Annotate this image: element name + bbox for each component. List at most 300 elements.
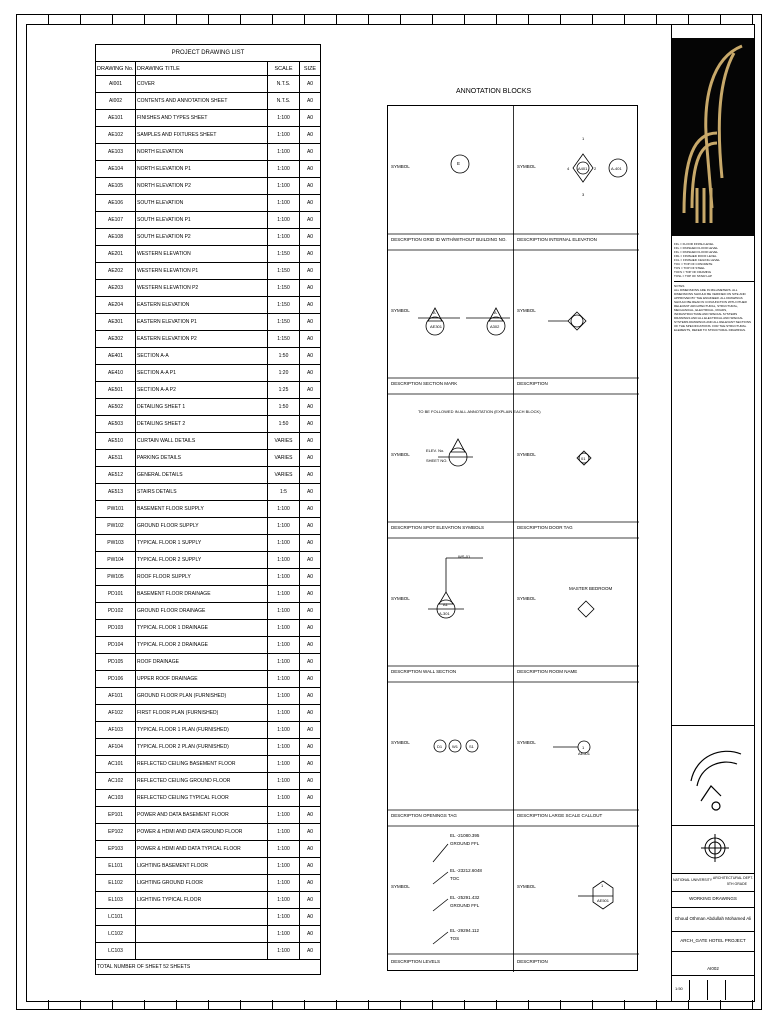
ruler-tick: [400, 1000, 401, 1010]
drawing-title: ROOF DRAINAGE: [136, 654, 268, 671]
drawing-list-row: [96, 127, 321, 144]
drawing-list-row: [96, 280, 321, 297]
drawing-size: A0: [300, 76, 321, 93]
drawing-title: SOUTH ELEVATION P2: [136, 229, 268, 246]
drawing-size: A0: [300, 229, 321, 246]
description-label: DESCRIPTION: [391, 669, 422, 674]
ruler-tick: [464, 1000, 465, 1010]
drawing-title: SAMPLES AND FIXTURES SHEET: [136, 127, 268, 144]
scale-box: [671, 975, 755, 1002]
description-label: DESCRIPTION: [517, 525, 548, 530]
ruler-tick: [144, 14, 145, 24]
drawing-title: EASTERN ELEVATION P1: [136, 314, 268, 331]
ruler-tick: [688, 14, 689, 24]
block-description: INTERNAL ELEVATION: [549, 237, 597, 242]
drawing-scale: 1:100: [268, 586, 300, 603]
student-name: Ghoud Othman Abdullah Mohamed Ali: [674, 916, 752, 921]
legend-item: FFL = FLOOR FINISH LEVEL: [674, 242, 714, 246]
student-box: [671, 907, 755, 931]
symbol-label: SYMBOL: [517, 452, 536, 457]
drawing-size: A0: [300, 280, 321, 297]
drawing-list-row: [96, 841, 321, 858]
drawing-no: AE101: [96, 110, 136, 127]
drawing-list-row: [96, 365, 321, 382]
door-tag: 01: [581, 456, 586, 461]
ruler-tick: [624, 14, 625, 24]
legend-item: FFL = FINISHED FLOOR LEVEL: [674, 246, 718, 250]
drawing-size: A0: [300, 603, 321, 620]
drawing-scale: 1:100: [268, 620, 300, 637]
drawing-scale: 1:150: [268, 246, 300, 263]
drawing-scale: 1:150: [268, 263, 300, 280]
legend-item: FFL = FINISHED FLOOR LEVEL: [674, 250, 718, 254]
drawing-title: LIGHTING TYPICAL FLOOR: [136, 892, 268, 909]
int-elev-n2: 2: [594, 166, 597, 171]
ruler-tick: [496, 1000, 497, 1010]
drawing-no: EL102: [96, 875, 136, 892]
drawing-title: UPPER ROOF DRAINAGE: [136, 671, 268, 688]
drawing-scale: 1:100: [268, 756, 300, 773]
block-description: SECTION MARK: [423, 381, 458, 386]
ruler-tick: [752, 14, 753, 24]
block-description: LARGE SCALE CALLOUT: [549, 813, 603, 818]
drawing-title: WESTERN ELEVATION P2: [136, 280, 268, 297]
drawing-list-row: [96, 314, 321, 331]
north-compass-icon: [671, 826, 755, 874]
drawing-scale: 1:100: [268, 212, 300, 229]
ruler-tick: [112, 14, 113, 24]
description-label: DESCRIPTION: [391, 525, 422, 530]
wall-tag: A1: [443, 602, 448, 607]
ruler-tick: [720, 14, 721, 24]
section-ref: AE301: [430, 324, 443, 329]
north-arrow-box: [671, 825, 755, 873]
drawing-scale: 1:100: [268, 637, 300, 654]
drawing-list-row: [96, 229, 321, 246]
callout-ref-2: AE501: [597, 898, 610, 903]
drawing-title: DETAILING SHEET 1: [136, 399, 268, 416]
drawing-size: A0: [300, 637, 321, 654]
ruler-tick: [304, 1000, 305, 1010]
drawing-scale: 1:100: [268, 807, 300, 824]
drawing-list-row: [96, 892, 321, 909]
drawing-size: A0: [300, 552, 321, 569]
drawing-scale: 1:100: [268, 773, 300, 790]
drawing-scale: N.T.S.: [268, 76, 300, 93]
drawing-no: PD103: [96, 620, 136, 637]
drawing-title: LIGHTING GROUND FLOOR: [136, 875, 268, 892]
drawing-title: EASTERN ELEVATION P2: [136, 331, 268, 348]
drawing-title: CONTENTS AND ANNOTATION SHEET: [136, 93, 268, 110]
drawing-title: GROUND FLOOR PLAN (FURNISHED): [136, 688, 268, 705]
spot-note: TO BE FOLLOWED IN ALL ANNOTATION (EXPLAIN EACH BLOCK): [418, 409, 541, 414]
drawing-no: AE510: [96, 433, 136, 450]
drawing-no: AF102: [96, 705, 136, 722]
drawing-list-row: [96, 790, 321, 807]
drawing-title: GROUND FLOOR SUPPLY: [136, 518, 268, 535]
drawing-list-title: PROJECT DRAWING LIST: [96, 45, 321, 62]
drawing-size: A0: [300, 127, 321, 144]
symbol-label: SYMBOL: [391, 596, 410, 601]
drawing-no: LC101: [96, 909, 136, 926]
section-ref-2: A302: [490, 324, 500, 329]
drawing-no: AF104: [96, 739, 136, 756]
wall-line-label: WS-01: [458, 554, 471, 559]
drawing-size: A0: [300, 195, 321, 212]
ruler-tick: [144, 1000, 145, 1010]
drawing-list-row: [96, 858, 321, 875]
symbol-label: SYMBOL: [517, 164, 536, 169]
ruler-tick: [432, 1000, 433, 1010]
ruler-tick: [112, 1000, 113, 1010]
drawing-scale: 1:100: [268, 875, 300, 892]
drawing-list-row: [96, 909, 321, 926]
ruler-tick: [240, 1000, 241, 1010]
drawing-no: AE503: [96, 416, 136, 433]
description-label: DESCRIPTION: [517, 669, 548, 674]
sheet-number: AI002: [707, 966, 719, 971]
drawing-type: WORKING DRAWINGS: [689, 896, 737, 901]
drawing-scale: 1:100: [268, 671, 300, 688]
drawing-list-row: [96, 722, 321, 739]
drawing-list-row: [96, 603, 321, 620]
callout-tag-2: 1: [601, 883, 604, 888]
drawing-title: ROOF FLOOR SUPPLY: [136, 569, 268, 586]
drawing-title: SOUTH ELEVATION: [136, 195, 268, 212]
drawing-no: PD105: [96, 654, 136, 671]
legend-item: TOC = TOP OF CONCRETE: [674, 262, 713, 266]
drawing-size: A0: [300, 450, 321, 467]
drawing-scale: 1:100: [268, 518, 300, 535]
drawing-title: TYPICAL FLOOR 2 DRAINAGE: [136, 637, 268, 654]
grade: 5TH GRADE: [726, 882, 747, 886]
col-size: SIZE: [300, 62, 321, 76]
ruler-tick: [656, 1000, 657, 1010]
drawing-list-row: [96, 518, 321, 535]
drawing-title: NORTH ELEVATION: [136, 144, 268, 161]
drawing-list-row: [96, 875, 321, 892]
drawing-no: PD102: [96, 603, 136, 620]
drawing-list-row: [96, 637, 321, 654]
drawing-list-row: [96, 484, 321, 501]
drawing-size: A0: [300, 586, 321, 603]
project-box: [671, 931, 755, 951]
drawing-no: AE105: [96, 178, 136, 195]
callout-ref: AE501: [578, 751, 591, 756]
drawing-no: AE104: [96, 161, 136, 178]
drawing-no: AC103: [96, 790, 136, 807]
block-description: GRID ID WITH/WITHOUT BUILDING NO.: [423, 237, 507, 242]
drawing-scale: 1:100: [268, 892, 300, 909]
drawing-list-row: [96, 926, 321, 943]
drawing-scale: 1:100: [268, 705, 300, 722]
drawing-size: A0: [300, 688, 321, 705]
block-description: ROOM NAME: [549, 669, 578, 674]
spot-level-label: ELEV. No.: [426, 448, 445, 453]
drawing-list-row: [96, 246, 321, 263]
drawing-size: A0: [300, 110, 321, 127]
drawing-size: A0: [300, 331, 321, 348]
drawing-list-row: [96, 620, 321, 637]
drawing-no: AE204: [96, 297, 136, 314]
drawing-no: AE201: [96, 246, 136, 263]
drawing-title: SOUTH ELEVATION P1: [136, 212, 268, 229]
symbol-label: SYMBOL: [391, 740, 410, 745]
drawing-size: A0: [300, 93, 321, 110]
drawing-scale: 1:50: [268, 399, 300, 416]
drawing-size: A0: [300, 484, 321, 501]
total-sheets: TOTAL NUMBER OF SHEET 52 SHEETS: [96, 960, 321, 975]
drawing-scale: 1:20: [268, 365, 300, 382]
drawing-size: A0: [300, 671, 321, 688]
description-label: DESCRIPTION: [391, 237, 422, 242]
drawing-list-row: [96, 824, 321, 841]
room-name: MASTER BEDROOM: [569, 586, 613, 591]
drawing-title: EASTERN ELEVATION: [136, 297, 268, 314]
drawing-list-row: [96, 773, 321, 790]
drawing-title: NORTH ELEVATION P1: [136, 161, 268, 178]
level-value: EL -25291.432: [450, 895, 480, 900]
drawing-title: REFLECTED CEILING TYPICAL FLOOR: [136, 790, 268, 807]
symbol-label: SYMBOL: [517, 884, 536, 889]
drawing-scale: 1:100: [268, 161, 300, 178]
symbol-label: SYMBOL: [517, 596, 536, 601]
drawing-scale: 1:5: [268, 484, 300, 501]
drawing-no: AE401: [96, 348, 136, 365]
drawing-list-row: [96, 756, 321, 773]
drawing-no: AE108: [96, 229, 136, 246]
drawing-no: AE511: [96, 450, 136, 467]
drawing-no: PW105: [96, 569, 136, 586]
drawing-scale: 1:100: [268, 790, 300, 807]
scale-value: 1:50: [675, 986, 683, 991]
drawing-size: A0: [300, 756, 321, 773]
drawing-title: POWER & HDMI AND DATA TYPICAL FLOOR: [136, 841, 268, 858]
university-box: [671, 873, 755, 891]
symbol-label: SYMBOL: [391, 164, 410, 169]
opening-tag-s1: S1: [469, 744, 474, 749]
int-elev-n4: 4: [567, 166, 570, 171]
drawing-list-row: [96, 671, 321, 688]
drawing-title: TYPICAL FLOOR 2 PLAN (FURNISHED): [136, 739, 268, 756]
drawing-scale: 1:100: [268, 858, 300, 875]
drawing-list-row: [96, 654, 321, 671]
drawing-size: A0: [300, 382, 321, 399]
ruler-tick: [592, 1000, 593, 1010]
bottom-ruler: [16, 1000, 762, 1010]
drawing-list-row: [96, 535, 321, 552]
col-drawing-no: DRAWING No.: [96, 62, 136, 76]
site-plan-box: [671, 725, 755, 825]
opening-tag-w1: W1: [452, 744, 458, 749]
ruler-tick: [272, 14, 273, 24]
wall-ref: A-301: [439, 611, 450, 616]
ruler-tick: [496, 14, 497, 24]
drawing-list-row: [96, 297, 321, 314]
ruler-tick: [368, 1000, 369, 1010]
drawing-list-row: [96, 110, 321, 127]
drawing-size: A0: [300, 314, 321, 331]
drawing-scale: 1:100: [268, 603, 300, 620]
notes-text: ALL DIMENSIONS ARE IN MILLIMETERS. ALL DIMENSIONS SHOULD BE VERIFIED ON SITE AND APPROVED BY THE ENGINEER. ALL DRAWINGS SHOULD BE READ IN CONJUNCTION WITH OTHER RELEVANT ARCHITECTURAL, STRUCTURAL, MECHANICAL, ELECTRICAL, ROADS, INFRASTRUCTURE AND SPECIAL SYSTEMS DRAWINGS AND ALL ELECTRICAL AND SPECIAL SYSTEMS DRAWINGS AND ALL RELEVANT SECTIONS OF THE SPECIFICATIONS. FOR THE STRUCTURAL ELEMENTS, REFER TO STRUCTURAL DRAWINGS.: [674, 288, 752, 332]
drawing-scale: 1:100: [268, 688, 300, 705]
section-tag: A: [433, 310, 436, 315]
drawing-no: EP103: [96, 841, 136, 858]
drawing-size: A0: [300, 875, 321, 892]
drawing-scale: VARIES: [268, 433, 300, 450]
level-label: GROUND FFL: [450, 903, 480, 908]
drawing-title: NORTH ELEVATION P2: [136, 178, 268, 195]
drawing-title: TYPICAL FLOOR 1 PLAN (FURNISHED): [136, 722, 268, 739]
symbol-label: SYMBOL: [517, 740, 536, 745]
legend-item: TOSL = TOP OF STAIR LAP: [674, 274, 713, 278]
drawing-title: GENERAL DETAILS: [136, 467, 268, 484]
department: ARCHITECTURAL DEPT.: [712, 876, 753, 880]
block-description: OPENINGS TAG: [423, 813, 457, 818]
drawing-no: AE512: [96, 467, 136, 484]
drawing-list-row: [96, 144, 321, 161]
col-drawing-title: DRAWING TITLE: [136, 62, 268, 76]
drawing-scale: 1:100: [268, 229, 300, 246]
drawing-size: A0: [300, 773, 321, 790]
drawing-list-row: [96, 943, 321, 960]
drawing-size: A0: [300, 535, 321, 552]
int-elev-ref: A-401: [611, 166, 622, 171]
ruler-tick: [400, 14, 401, 24]
drawing-list-row: [96, 76, 321, 93]
drawing-no: EP101: [96, 807, 136, 824]
drawing-scale: 1:100: [268, 127, 300, 144]
description-label: DESCRIPTION: [391, 959, 422, 964]
annotation-title: ANNOTATION BLOCKS: [456, 88, 532, 95]
ruler-tick: [272, 1000, 273, 1010]
drawing-title: SECTION A-A P1: [136, 365, 268, 382]
drawing-size: A0: [300, 909, 321, 926]
ruler-tick: [560, 14, 561, 24]
drawing-no: AE203: [96, 280, 136, 297]
drawing-list-row: [96, 739, 321, 756]
block-description: SPOT ELEVATION SYMBOLS: [423, 525, 485, 530]
ruler-tick: [304, 14, 305, 24]
drawing-size: A0: [300, 943, 321, 960]
section-tag-2: A: [494, 310, 497, 315]
drawing-no: PW101: [96, 501, 136, 518]
drawing-scale: 1:100: [268, 943, 300, 960]
ruler-tick: [16, 14, 17, 24]
drawing-scale: VARIES: [268, 467, 300, 484]
drawing-scale: 1:100: [268, 195, 300, 212]
drawing-no: AE301: [96, 314, 136, 331]
drawing-scale: N.T.S.: [268, 93, 300, 110]
level-value: EL -29294.112: [450, 928, 480, 933]
level-label: TOS: [450, 936, 460, 941]
drawing-no: EP102: [96, 824, 136, 841]
drawing-no: PW104: [96, 552, 136, 569]
drawing-no: PW102: [96, 518, 136, 535]
drawing-title: BASEMENT FLOOR DRAINAGE: [136, 586, 268, 603]
drawing-scale: 1:100: [268, 722, 300, 739]
description-label: DESCRIPTION: [517, 959, 548, 964]
drawing-title: PARKING DETAILS: [136, 450, 268, 467]
sheet-number-box: [671, 951, 755, 975]
drawing-size: A0: [300, 654, 321, 671]
drawing-title: SECTION A-A P2: [136, 382, 268, 399]
ruler-tick: [48, 1000, 49, 1010]
drawing-no: AE513: [96, 484, 136, 501]
ruler-tick: [80, 1000, 81, 1010]
drawing-size: A0: [300, 416, 321, 433]
block-description: LEVELS: [423, 959, 441, 964]
drawing-list-row: [96, 586, 321, 603]
drawing-size: A0: [300, 926, 321, 943]
drawing-size: A0: [300, 841, 321, 858]
drawing-size: A0: [300, 212, 321, 229]
drawing-size: A0: [300, 161, 321, 178]
description-label: DESCRIPTION: [391, 813, 422, 818]
drawing-no: AE410: [96, 365, 136, 382]
ruler-tick: [240, 14, 241, 24]
ruler-tick: [48, 14, 49, 24]
ruler-tick: [528, 1000, 529, 1010]
drawing-scale: 1:150: [268, 314, 300, 331]
drawing-size: A0: [300, 501, 321, 518]
drawing-title: LIGHTING BASEMENT FLOOR: [136, 858, 268, 875]
drawing-scale: 1:150: [268, 280, 300, 297]
drawing-scale: 1:100: [268, 739, 300, 756]
ruler-tick: [368, 14, 369, 24]
opening-tag-d1: D1: [437, 744, 443, 749]
drawing-list-row: [96, 569, 321, 586]
symbol-label: SYMBOL: [517, 308, 536, 313]
drawing-size: A0: [300, 263, 321, 280]
drawing-size: A0: [300, 365, 321, 382]
int-elev-tag: A401: [578, 166, 588, 171]
drawing-scale: 1:100: [268, 569, 300, 586]
ruler-tick: [208, 14, 209, 24]
drawing-no: LC102: [96, 926, 136, 943]
legend-item: FRL = FINISHED ROOF LEVEL: [674, 254, 717, 258]
university-name: NATIONAL UNIVERSITY: [673, 878, 713, 882]
drawing-title: COVER: [136, 76, 268, 93]
drawing-no: AE302: [96, 331, 136, 348]
drawing-scale: 1:100: [268, 909, 300, 926]
description-label: DESCRIPTION: [391, 381, 422, 386]
drawing-no: EL101: [96, 858, 136, 875]
project-render-image: [672, 38, 754, 236]
drawing-title: [136, 926, 268, 943]
ruler-tick: [16, 1000, 17, 1010]
drawing-list-row: [96, 93, 321, 110]
ruler-tick: [560, 1000, 561, 1010]
ruler-tick: [432, 14, 433, 24]
drawing-title: WESTERN ELEVATION: [136, 246, 268, 263]
drawing-size: A0: [300, 399, 321, 416]
level-value: EL -23212.6048: [450, 868, 482, 873]
drawing-scale: VARIES: [268, 450, 300, 467]
drawing-title: TYPICAL FLOOR 1 DRAINAGE: [136, 620, 268, 637]
drawing-list-row: [96, 501, 321, 518]
drawing-no: AF101: [96, 688, 136, 705]
drawing-list-row: [96, 399, 321, 416]
drawing-no: AC101: [96, 756, 136, 773]
symbol-label: SYMBOL: [391, 308, 410, 313]
drawing-no: AE103: [96, 144, 136, 161]
drawings-type-box: [671, 891, 755, 907]
drawing-size: A0: [300, 467, 321, 484]
ruler-tick: [80, 14, 81, 24]
int-elev-n1: 1: [582, 136, 585, 141]
drawing-list-row: [96, 263, 321, 280]
